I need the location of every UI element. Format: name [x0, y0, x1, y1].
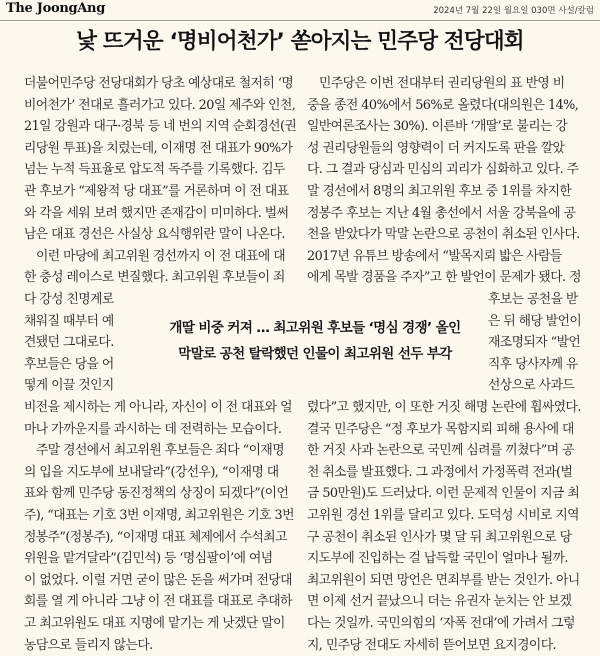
dateline: 2024년 7월 22일 월요일 030면 사설/칼럼	[433, 6, 594, 16]
left-column-top	[24, 73, 297, 289]
text-line: 중을 종전 40%에서 56%로 올렸다(대의원은 14%,	[307, 97, 579, 113]
text-line: 면 이제 선거 끝났으니 더는 유권자 눈치는 안 보겠	[307, 594, 572, 610]
text-line: 주말 경선에서 최고위원 후보들은 죄다 “이재명	[36, 443, 285, 459]
text-line: 렸다”고 했지만, 이 또한 거짓 해명 논란에 휩싸였다.	[307, 400, 581, 415]
text-line: 넘는 누적 득표율로 압도적 독주를 기록했다. 김두	[24, 162, 285, 178]
text-line: 주), “대표는 기호 3번 이재명, 최고위원은 기호 3번	[24, 507, 294, 523]
text-line: 한 충성 레이스로 변질했다. 최고위원 후보들이 죄	[24, 270, 285, 286]
text-line: 일반여론조사는 30%). 이른바 ‘개딸’로 불리는 강	[307, 119, 568, 135]
text-line: 결국 민주당은 “정 후보가 목함지뢰 피해 용사에 대	[307, 421, 574, 437]
text-line: 다는 것일까. 국민의힘의 ‘자폭 전대’에 가려서 그렇	[307, 615, 575, 631]
text-line: 지도부에 진입하는 걸 납득할 국민이 얼마나 될까.	[307, 551, 568, 567]
text-line: 구 공천이 취소된 인사가 몇 달 뒤 최고위원으로 당	[307, 529, 572, 545]
text-line: 민주당은 이번 전대부터 권리당원의 표 반영 비	[319, 76, 565, 91]
text-line: 에게 목발 경품을 주자”고 한 발언이 문제가 됐다. 정	[307, 270, 581, 286]
left-column-bottom	[24, 397, 294, 656]
text-line: 리당원 투표)을 치렀는데, 이재명 전 대표가 90%가	[24, 140, 293, 156]
text-line: 재조명되자 “발언	[488, 335, 581, 351]
subheadline	[150, 309, 480, 379]
text-line: 금 50만원)도 드러났다. 이런 문제적 인물이 지금 최	[307, 486, 580, 502]
text-line: 21일 강원과 대구·경북 등 네 번의 지역 순회경선(권	[24, 119, 297, 135]
text-line: 천 취소를 발표했다. 그 과정에서 가정폭력 전과(벌	[307, 464, 573, 480]
text-line: 성 권리당원들의 영향력이 더 커지도록 판을 깔았	[307, 140, 565, 156]
text-line: 위원을 맡겨달라”(김민석) 등 ‘명심팔이’에 여념	[24, 551, 273, 567]
text-line: 후보는 공천을 받	[488, 292, 578, 307]
text-line: 의 입을 지도부에 보내달라”(강선우), “이재명 대	[24, 464, 279, 480]
text-line: 직후 당사자께 유	[488, 356, 578, 372]
text-line: 떻게 이끌 것인지	[24, 378, 114, 394]
right-column-top	[307, 73, 585, 289]
text-line: 마나 가까운지를 과시하는 데 전력하는 모습이다.	[24, 421, 282, 437]
newspaper-logo: The JoongAng	[6, 1, 105, 16]
right-column-bottom	[307, 397, 585, 656]
text-line: 최고위원이 되면 망언은 면죄부를 받는 것인가. 아니	[307, 572, 580, 588]
left-column-wrap	[24, 289, 146, 397]
text-line: 선상으로 사과드	[488, 378, 575, 394]
editorial-headline: 낯 뜨거운 ‘명비어천가’ 쏟아지는 민주당 전당대회	[76, 29, 524, 54]
text-line: 비어천가’ 전대로 흘러가고 있다. 20일 제주와 인천,	[24, 97, 296, 113]
masthead	[0, 0, 600, 21]
right-column-wrap	[488, 289, 586, 397]
text-line: 이런 마당에 최고위원 경선까지 이 전 대표에 대	[36, 248, 286, 264]
text-line: 후보들은 당을 어	[24, 356, 114, 372]
text-line: 지, 민주당 전대도 자세히 뜯어보면 요지경이다.	[307, 637, 557, 653]
text-line: 정봉주”(정봉주), “이재명 대표 체제에서 수석최고	[24, 529, 287, 545]
text-line: 말 경선에서 8명의 최고위원 후보 중 1위를 차지한	[307, 183, 572, 199]
text-line: 더불어민주당 전당대회가 당초 예상대로 철저히 ‘명	[24, 76, 294, 91]
text-line: 고위원 경선 1위를 달리고 있다. 도덕성 시비로 지역	[307, 507, 579, 523]
text-line: 표와 함께 민주당 동진정책의 상징이 되겠다”(이언	[24, 486, 289, 502]
text-line: 채워질 때부터 예	[24, 313, 114, 329]
text-line: 관 후보가 “제왕적 당 대표”를 거론하며 이 전 대표	[24, 183, 289, 199]
text-line: 비전을 제시하는 게 아니라, 자신이 이 전 대표와 얼	[24, 400, 292, 415]
subheadline-line-1: 개딸 비중 커져 … 최고위원 후보들 ‘명심 경쟁’ 올인	[169, 320, 461, 336]
text-line: 다 강성 친명계로	[24, 292, 114, 307]
text-line: 천을 받았다가 막말 논란으로 공천이 취소된 인사다.	[307, 227, 580, 243]
subheadline-line-2: 막말로 공천 탈락했던 인물이 최고위원 선두 부각	[178, 346, 452, 362]
text-line: 정봉주 후보는 지난 4월 총선에서 서울 강북을에 공	[307, 205, 576, 221]
text-line: 회를 열 게 아니라 그냥 이 전 대표를 대표로 추대하	[24, 594, 292, 610]
text-line: 다. 그 결과 당심과 민심의 괴리가 심화하고 있다. 주	[307, 162, 579, 178]
text-line: 견됐던 그대로다.	[24, 335, 114, 351]
text-line: 와 각을 세워 보려 했지만 존재감이 미미하다. 벌써	[24, 205, 289, 221]
text-line: 남은 대표 경선은 사실상 요식행위란 말이 나온다.	[24, 227, 285, 243]
text-line: 은 뒤 해당 발언이	[488, 313, 582, 329]
text-line: 고 최고위원도 대표 지명에 맡기는 게 낫겠단 말이	[24, 615, 285, 631]
text-line: 2017년 유튜브 방송에서 “발목지뢰 밟은 사람들	[307, 248, 562, 264]
text-line: 한 거짓 사과 논란으로 국민께 심려를 끼쳤다”며 공	[307, 443, 574, 459]
text-line: 이 없었다. 이럴 거면 굳이 많은 돈을 써가며 전당대	[24, 572, 292, 588]
text-line: 농담으로 들리지 않는다.	[24, 637, 153, 653]
